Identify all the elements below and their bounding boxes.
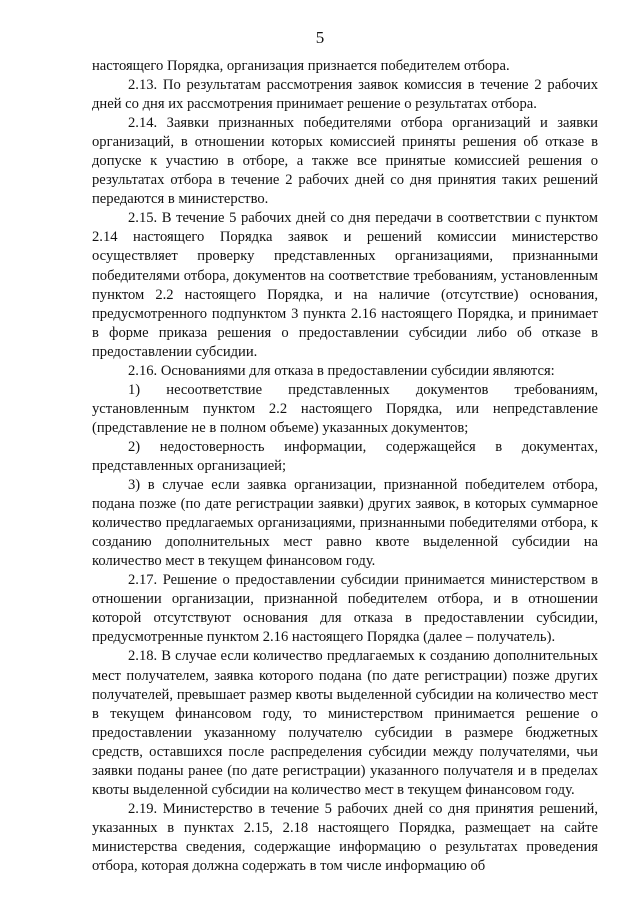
paragraph-2-13: 2.13. По результатам рассмотрения заявок комиссия в течение 2 рабочих дней со дня их рассмотрения принимает решение о результатах отбора. [92,77,598,113]
paragraph-2-17: 2.17. Решение о предоставлении субсидии принимается министерством в отношении организации, признанной победителем отбора, и в отношении которой отсутствуют основания для отказа в предоставлении субсидии, предусмотренные пунктом 2.16 настоящего Порядка (далее – получатель). [92,572,598,646]
paragraph-2-16: 2.16. Основаниями для отказа в предоставлении субсидии являются: [128,362,555,379]
paragraph-2-14: 2.14. Заявки признанных победителями отбора организаций и заявки организаций, в отношении которых комиссией приняты решения об отказе в допуске к участию в отборе, а также все принятые комиссией решения о результатах отбора в течение 2 рабочих дней со дня принятия таких решений передаются в министерство. [92,115,598,208]
paragraph-2-19: 2.19. Министерство в течение 5 рабочих дней со дня принятия решений, указанных в пунктах 2.15, 2.18 настоящего Порядка, размещает на сайте министерства сведения, содержащие информацию о результатах проведения отбора, которая должна содержать в том числе информацию об [92,800,598,874]
document-body [92,57,598,876]
list-item-1: 1) несоответствие представленных документов требованиям, установленным пунктом 2.2 настоящего Порядка, или непредставление (представление не в полном объеме) указанных документов; [92,381,598,436]
list-item-3: 3) в случае если заявка организации, признанной победителем отбора, подана позже (по дате регистрации заявки) других заявок, в которых суммарное количество предлагаемых организациями, признанными победителями отбора, к созданию дополнительных мест равно квоте выделенной субсидии на количество мест в текущем финансовом году. [92,477,598,570]
paragraph-2-15: 2.15. В течение 5 рабочих дней со дня передачи в соответствии с пунктом 2.14 настоящего Порядка заявок и решений комиссии министерство осуществляет проверку представленных организациями, признанными победителями отбора, документов на соответствие требованиям, установленным пунктом 2.2 настоящего Порядка, и на наличие (отсутствие) основания, предусмотренного подпунктом 3 пункта 2.16 настоящего Порядка, и принимает в форме приказа решения о предоставлении субсидии либо об отказе в предоставлении субсидии. [92,210,598,360]
list-item-2: 2) недостоверность информации, содержащейся в документах, представленных организацией; [92,438,598,474]
paragraph-2-18: 2.18. В случае если количество предлагаемых к созданию дополнительных мест получателем, заявка которого подана (по дате регистрации) позже других получателей, превышает размер квоты выделенной субсидии на количество мест в текущем финансовом году, то министерством принимается решение о предоставлении указанному получателю субсидии в размере бюджетных средств, оставшихся после распределения субсидии между получателями, чьи заявки поданы ранее (по дате регистрации) указанного получателя и в пределах квоты выделенной субсидии на количество мест в текущем финансовом году. [92,648,598,798]
page-number: 5 [315,28,325,47]
paragraph-continuation: настоящего Порядка, организация признается победителем отбора. [92,58,510,74]
